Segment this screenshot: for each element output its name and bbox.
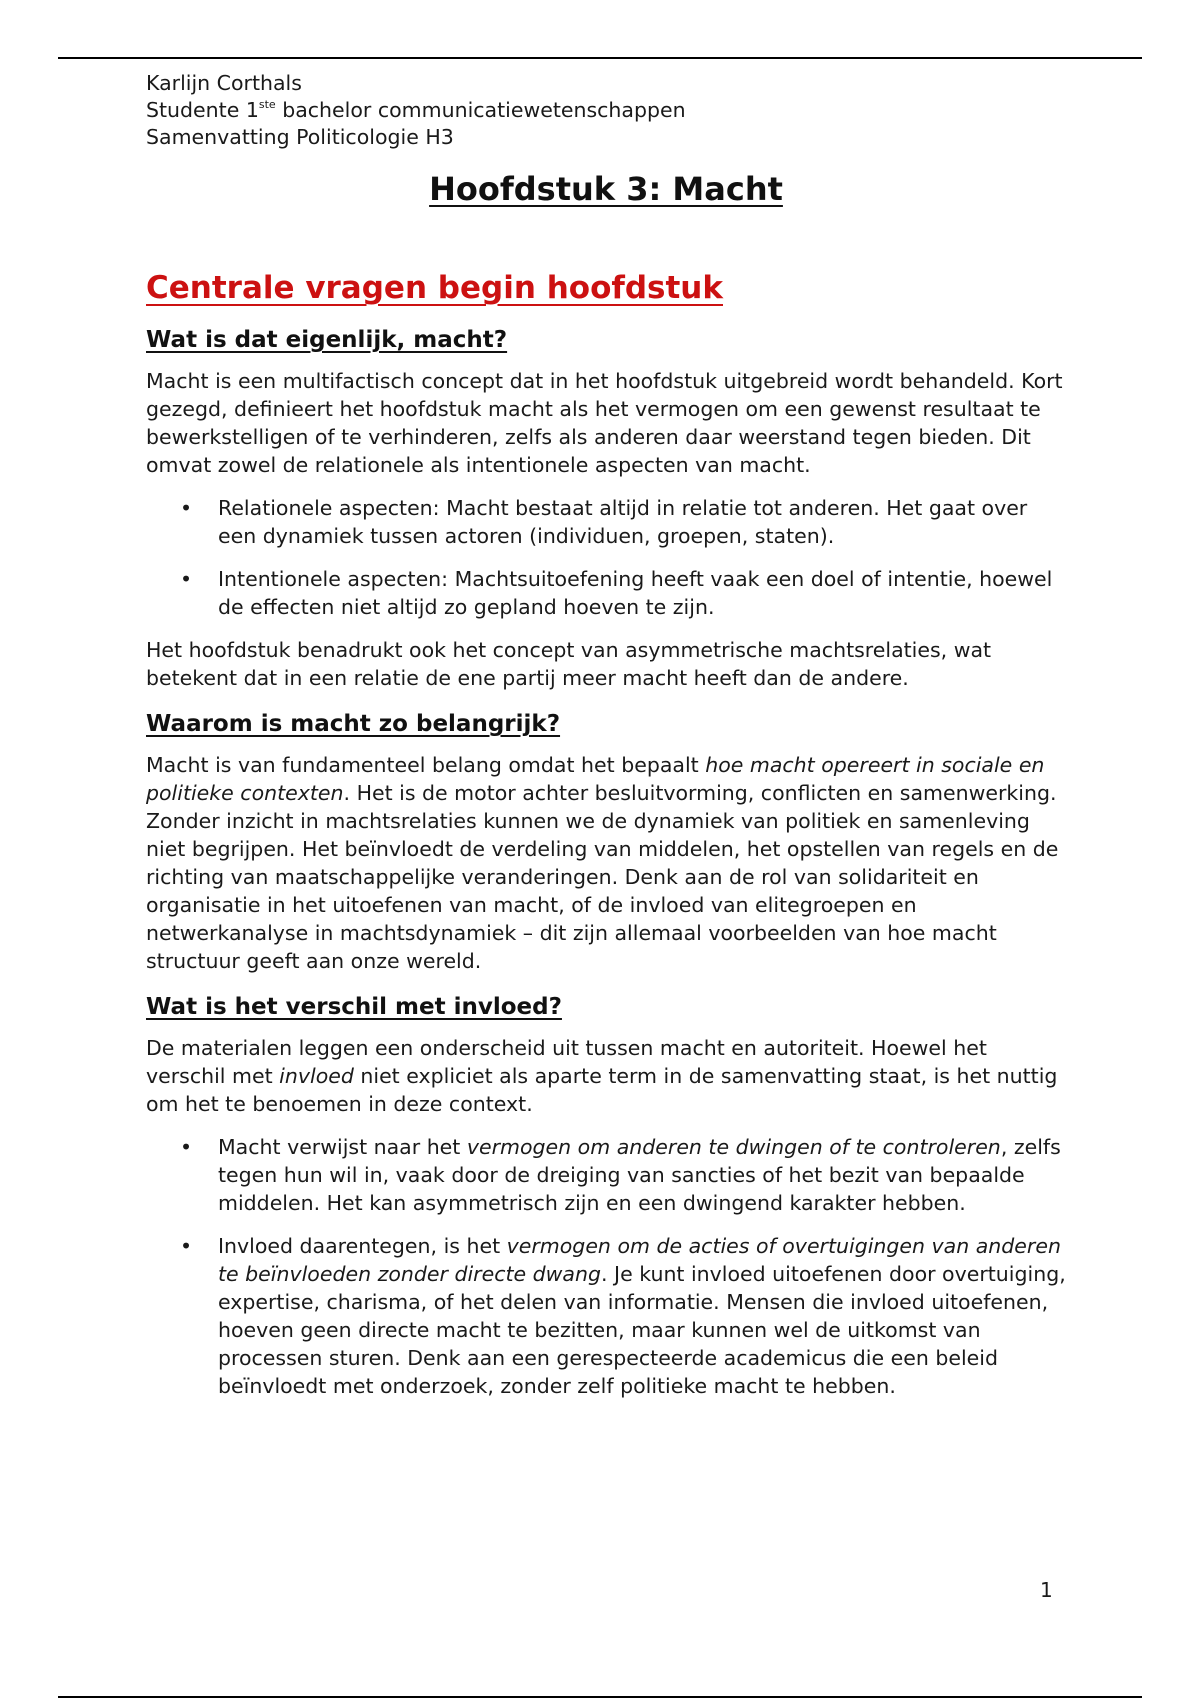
q2-text-before: Macht is van fundamenteel belang omdat het bepaalt <box>146 753 706 777</box>
list-item <box>146 1232 1066 1400</box>
question-2-body <box>146 751 1066 975</box>
question-1-heading: Wat is dat eigenlijk, macht? <box>146 327 508 353</box>
list-item-text: Intentionele aspecten: Machtsuitoefening heeft vaak een doel of intentie, hoewel de effecten niet altijd zo gepland hoeven te zijn. <box>218 567 1053 619</box>
bullet-icon: • <box>180 496 193 520</box>
bullet-icon: • <box>180 1234 193 1258</box>
question-3-heading: Wat is het verschil met invloed? <box>146 994 562 1020</box>
question-3-list <box>146 1133 1066 1400</box>
question-2-heading: Waarom is macht zo belangrijk? <box>146 711 561 737</box>
role-superscript: ste <box>258 98 276 111</box>
document-page <box>146 70 1066 1415</box>
q3-bullet2-after: . Je kunt invloed uitoefenen door overtuiging, expertise, charisma, of het delen van informatie. Mensen die invloed uitoefenen, hoeven geen directe macht te bezitten, maar kunnen wel de uitkomst van processen sturen. Denk aan een gerespecteerde academicus die een beleid beïnvloedt met onderzoek, zonder zelf politieke macht te hebben. <box>218 1262 1066 1398</box>
q3-bullet1-italic: vermogen om anderen te dwingen of te controleren <box>466 1135 1001 1159</box>
question-1-list <box>146 494 1066 621</box>
list-item-text: Relationele aspecten: Macht bestaat altijd in relatie tot anderen. Het gaat over een dynamiek tussen actoren (individuen, groepen, staten). <box>218 496 1028 548</box>
q2-text-italic: hoe macht opereert in sociale en politieke contexten <box>146 753 1045 805</box>
q3-intro-italic: invloed <box>279 1064 354 1088</box>
role-suffix: bachelor communicatiewetenschappen <box>275 98 686 122</box>
list-item <box>146 494 1066 550</box>
q3-bullet1-before: Macht verwijst naar het <box>218 1135 467 1159</box>
question-1-outro: Het hoofdstuk benadrukt ook het concept van asymmetrische machtsrelaties, wat betekent dat in een relatie de ene partij meer macht heeft dan de andere. <box>146 638 992 690</box>
q3-bullet2-before: Invloed daarentegen, is het <box>218 1234 507 1258</box>
list-item <box>146 565 1066 621</box>
top-rule <box>58 57 1142 59</box>
author-role <box>146 97 1066 124</box>
page-number: 1 <box>1040 1578 1053 1602</box>
author-name: Karlijn Corthals <box>146 71 302 95</box>
section-title: Centrale vragen begin hoofdstuk <box>146 270 723 306</box>
list-item <box>146 1133 1066 1217</box>
bullet-icon: • <box>180 1135 193 1159</box>
q3-intro-before: De materialen leggen een onderscheid uit tussen macht en autoriteit. Hoewel het verschil met <box>146 1036 987 1088</box>
q3-bullet1-after: , zelfs tegen hun wil in, vaak door de dreiging van sancties of het bezit van bepaalde middelen. Het kan asymmetrisch zijn en een dwingend karakter hebben. <box>218 1135 1061 1215</box>
course-name: Samenvatting Politicologie H3 <box>146 125 454 149</box>
q3-bullet2-italic: vermogen om de acties of overtuigingen van anderen te beïnvloeden zonder directe dwang <box>218 1234 1061 1286</box>
document-title <box>146 168 1066 210</box>
bottom-rule <box>58 1696 1142 1698</box>
document-title-text: Hoofdstuk 3: Macht <box>429 170 783 208</box>
q3-intro-after: niet expliciet als aparte term in de samenvatting staat, is het nuttig om het te benoemen in deze context. <box>146 1064 1058 1116</box>
role-prefix: Studente 1 <box>146 98 259 122</box>
question-1-intro: Macht is een multifactisch concept dat in het hoofdstuk uitgebreid wordt behandeld. Kort gezegd, definieert het hoofdstuk macht als het vermogen om een gewenst resultaat te bewerkstelligen of te verhinderen, zelfs als anderen daar weerstand tegen bieden. Dit omvat zowel de relationele als intentionele aspecten van macht. <box>146 369 1063 477</box>
q2-text-after: . Het is de motor achter besluitvorming, conflicten en samenwerking. Zonder inzicht in machtsrelaties kunnen we de dynamiek van politiek en samenleving niet begrijpen. Het beïnvloedt de verdeling van middelen, het opstellen van regels en de richting van maatschappelijke veranderingen. Denk aan de rol van solidariteit en organisatie in het uitoefenen van macht, of de invloed van elitegroepen en netwerkanalyse in machtsdynamiek – dit zijn allemaal voorbeelden van hoe macht structuur geeft aan onze wereld. <box>146 781 1059 973</box>
bullet-icon: • <box>180 567 193 591</box>
question-3-intro <box>146 1034 1066 1118</box>
